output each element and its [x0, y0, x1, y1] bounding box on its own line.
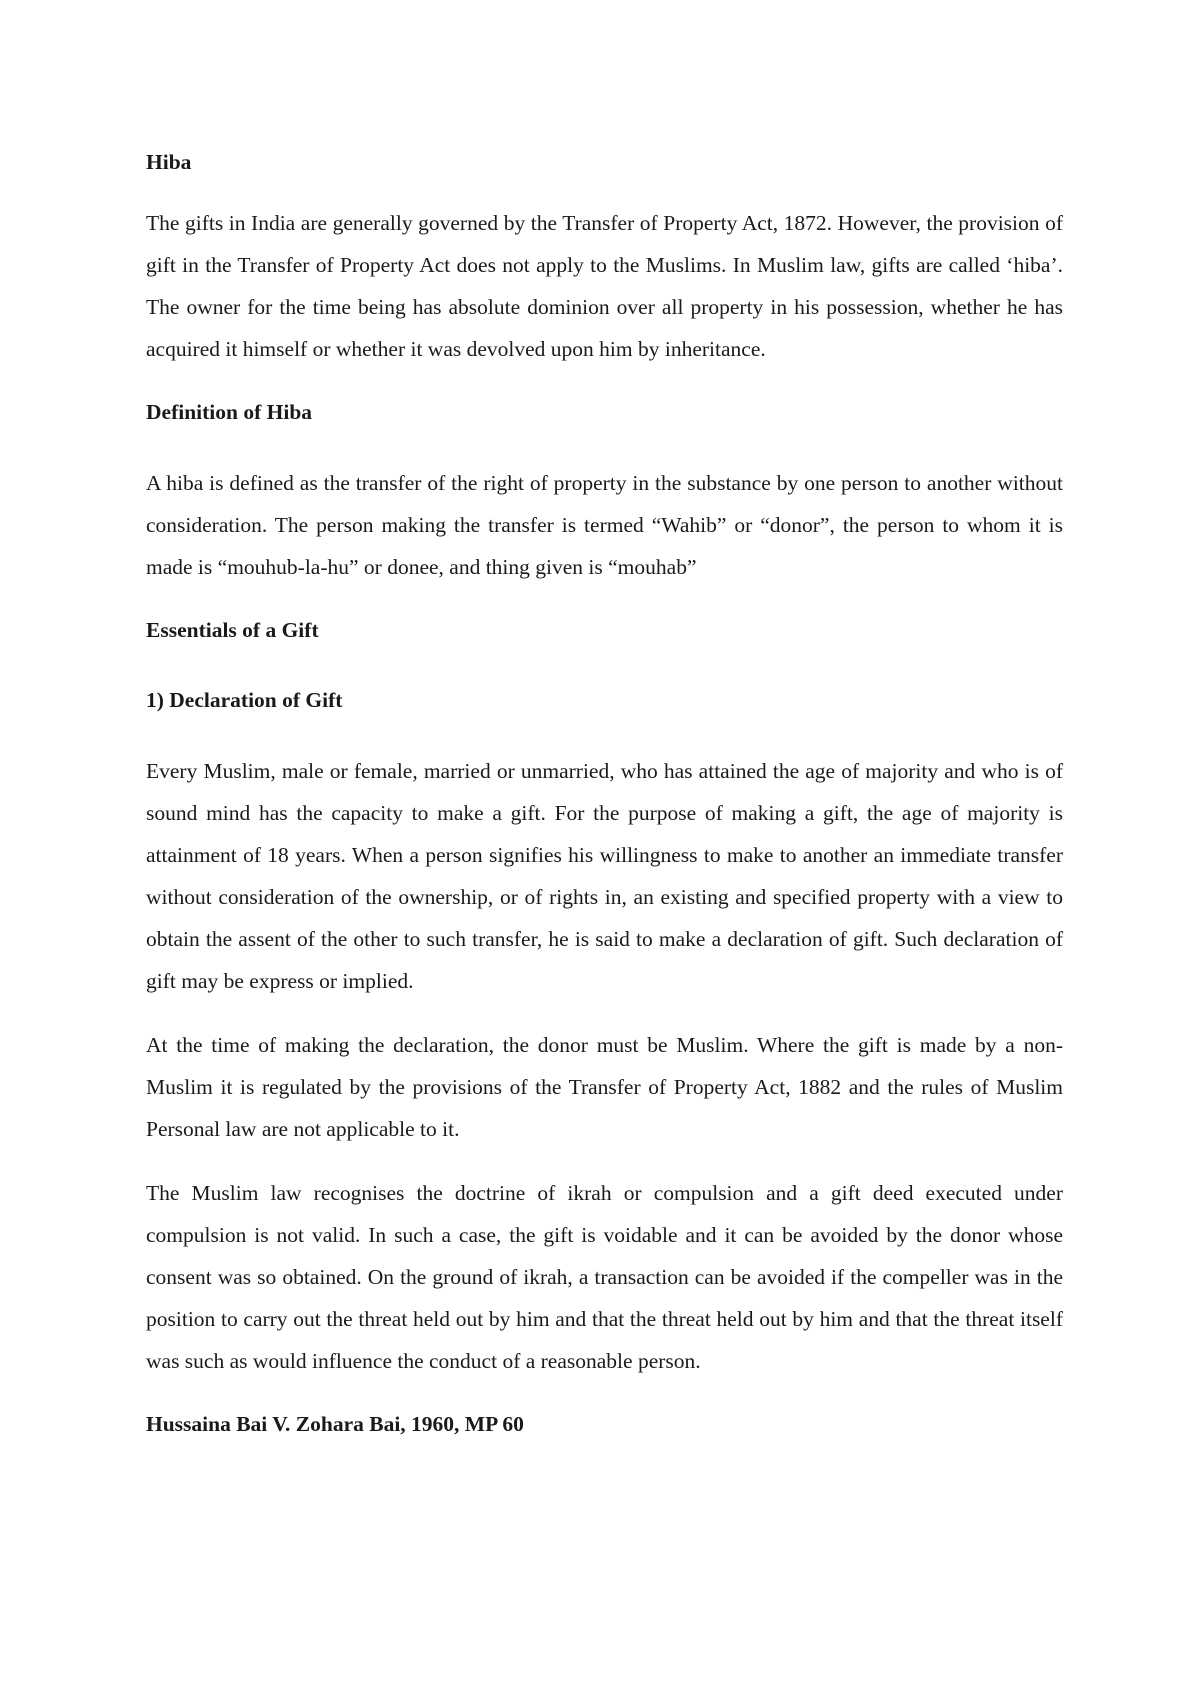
document-title: Hiba	[146, 150, 192, 174]
declaration-paragraph-2: At the time of making the declaration, the donor must be Muslim. Where the gift is made by a non-Muslim it is regulated by the provisions of the Transfer of Property Act, 1882 and the rules of Muslim Personal law are not applicable to it.	[146, 1033, 1063, 1141]
essentials-heading: Essentials of a Gift	[146, 618, 319, 642]
definition-heading: Definition of Hiba	[146, 400, 313, 424]
document-body	[146, 142, 1063, 1474]
intro-paragraph: The gifts in India are generally governed by the Transfer of Property Act, 1872. However, the provision of gift in the Transfer of Property Act does not apply to the Muslims. In Muslim law, gifts are called ‘hiba’. The owner for the time being has absolute dominion over all property in his possession, whether he has acquired it himself or whether it was devolved upon him by inheritance.	[146, 211, 1063, 361]
definition-paragraph: A hiba is defined as the transfer of the right of property in the substance by one person to another without consideration. The person making the transfer is termed “Wahib” or “donor”, the person to whom it is made is “mouhub-la-hu” or donee, and thing given is “mouhab”	[146, 471, 1063, 579]
declaration-paragraph-1: Every Muslim, male or female, married or unmarried, who has attained the age of majority and who is of sound mind has the capacity to make a gift. For the purpose of making a gift, the age of majority is attainment of 18 years. When a person signifies his willingness to make to another an immediate transfer without consideration of the ownership, or of rights in, an existing and specified property with a view to obtain the assent of the other to such transfer, he is said to make a declaration of gift. Such declaration of gift may be express or implied.	[146, 759, 1063, 993]
declaration-heading: 1) Declaration of Gift	[146, 688, 343, 712]
case-heading: Hussaina Bai V. Zohara Bai, 1960, MP 60	[146, 1412, 524, 1436]
declaration-paragraph-3: The Muslim law recognises the doctrine of ikrah or compulsion and a gift deed executed under compulsion is not valid. In such a case, the gift is voidable and it can be avoided by the donor whose consent was so obtained. On the ground of ikrah, a transaction can be avoided if the compeller was in the position to carry out the threat held out by him and that the threat held out by him and that the threat itself was such as would influence the conduct of a reasonable person.	[146, 1181, 1063, 1373]
